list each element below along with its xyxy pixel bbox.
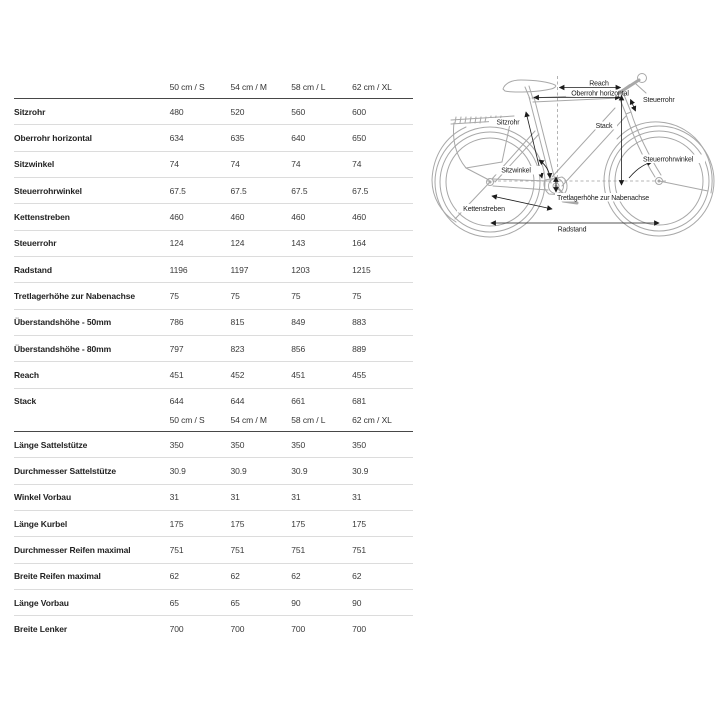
frame-icon — [492, 90, 631, 195]
spec-label: Steuerrohrwinkel — [14, 185, 82, 196]
size-header-row — [14, 75, 413, 99]
table-row — [14, 616, 413, 641]
table-row — [14, 99, 413, 125]
spec-value: 175 — [352, 518, 367, 529]
spec-value: 62 — [352, 571, 362, 582]
spec-value: 75 — [291, 291, 301, 302]
kettenstreben-label: Kettenstreben — [463, 206, 505, 213]
spec-value: 455 — [352, 370, 367, 381]
spec-label: Durchmesser Reifen maximal — [14, 545, 131, 556]
spec-value: 635 — [230, 133, 245, 144]
spec-value: 62 — [169, 571, 179, 582]
spec-value: 75 — [230, 291, 240, 302]
size-column-header: 54 cm / M — [230, 81, 267, 92]
spec-value: 797 — [169, 343, 184, 354]
spec-value: 65 — [169, 597, 179, 608]
spec-value: 31 — [169, 492, 179, 503]
spec-value: 451 — [169, 370, 184, 381]
spec-value: 175 — [291, 518, 306, 529]
spec-label: Reach — [14, 370, 40, 381]
spec-label: Durchmesser Sattelstütze — [14, 466, 116, 477]
spec-value: 75 — [169, 291, 179, 302]
spec-value: 175 — [169, 518, 184, 529]
spec-value: 74 — [352, 159, 362, 170]
spec-value: 644 — [169, 396, 184, 407]
spec-value: 74 — [291, 159, 301, 170]
spec-value: 67.5 — [169, 185, 186, 196]
spec-label: Sitzrohr — [14, 106, 46, 117]
spec-value: 560 — [291, 106, 306, 117]
spec-value: 350 — [169, 439, 184, 450]
reach-label: Reach — [589, 80, 609, 88]
steuerrohr-label: Steuerrohr — [643, 97, 675, 104]
spec-value: 815 — [230, 317, 245, 328]
spec-value: 451 — [291, 370, 306, 381]
sitzrohr-label: Sitzrohr — [496, 119, 520, 127]
dimension-labels — [463, 81, 694, 234]
spec-label: Stack — [14, 396, 37, 407]
spec-value: 124 — [230, 238, 245, 249]
spec-value: 460 — [352, 212, 367, 223]
spec-value: 600 — [352, 106, 367, 117]
spec-value: 856 — [291, 343, 306, 354]
spec-label: Oberrohr horizontal — [14, 133, 92, 144]
spec-label: Kettenstreben — [14, 212, 70, 223]
spec-value: 700 — [230, 624, 245, 635]
bike-geometry-diagram — [425, 55, 720, 255]
tretlagerhoehe-label: Tretlagerhöhe zur Nabenachse — [557, 195, 650, 202]
spec-value: 350 — [230, 439, 245, 450]
spec-label: Länge Vorbau — [14, 597, 69, 608]
spec-label: Winkel Vorbau — [14, 492, 72, 503]
spec-label: Länge Sattelstütze — [14, 439, 88, 450]
spec-value: 889 — [352, 343, 367, 354]
size-column-header: 62 cm / XL — [352, 414, 392, 425]
table-row — [14, 511, 413, 537]
spec-value: 1197 — [230, 264, 249, 275]
spec-value: 849 — [291, 317, 306, 328]
spec-label: Steuerrohr — [14, 238, 57, 249]
steuerrohr-arrow — [631, 100, 636, 112]
table-row — [14, 537, 413, 563]
table-row — [14, 152, 413, 178]
size-column-header: 54 cm / M — [230, 414, 267, 425]
table-row — [14, 458, 413, 484]
spec-label: Überstandshöhe - 80mm — [14, 343, 112, 354]
spec-value: 520 — [230, 106, 245, 117]
spec-value: 350 — [352, 439, 367, 450]
spec-value: 164 — [352, 238, 367, 249]
table-row — [14, 283, 413, 309]
spec-value: 751 — [169, 545, 184, 556]
sitzwinkel-label: Sitzwinkel — [501, 167, 531, 175]
spec-value: 1203 — [291, 264, 310, 275]
spec-value: 31 — [291, 492, 301, 503]
spec-value: 30.9 — [291, 466, 308, 477]
radstand-label: Radstand — [557, 226, 587, 234]
spec-value: 143 — [291, 238, 306, 249]
table-row — [14, 178, 413, 204]
table-row — [14, 564, 413, 590]
spec-value: 460 — [230, 212, 245, 223]
spec-label: Überstandshöhe - 50mm — [14, 317, 112, 328]
size-column-header: 58 cm / L — [291, 81, 326, 92]
size-column-header: 50 cm / S — [169, 81, 205, 92]
spec-value: 661 — [291, 396, 306, 407]
spec-value: 751 — [230, 545, 245, 556]
spec-value: 634 — [169, 133, 184, 144]
table-row — [14, 204, 413, 230]
spec-value: 1196 — [169, 264, 188, 275]
spec-value: 67.5 — [291, 185, 308, 196]
spec-value: 67.5 — [230, 185, 247, 196]
spec-value: 350 — [291, 439, 306, 450]
spec-value: 175 — [230, 518, 245, 529]
spec-value: 681 — [352, 396, 367, 407]
frame-geometry-table — [14, 75, 413, 414]
steuerrohrwinkel-arc — [629, 162, 652, 178]
table-row — [14, 336, 413, 362]
spec-value: 786 — [169, 317, 184, 328]
table-row — [14, 231, 413, 257]
spec-label: Sitzwinkel — [14, 159, 55, 170]
spec-value: 75 — [352, 291, 362, 302]
spec-value: 883 — [352, 317, 367, 328]
table-row — [14, 257, 413, 283]
spec-value: 124 — [169, 238, 184, 249]
spec-value: 700 — [352, 624, 367, 635]
table-row — [14, 310, 413, 336]
spec-value: 90 — [291, 597, 301, 608]
stack-label: Stack — [595, 123, 613, 130]
spec-value: 90 — [352, 597, 362, 608]
spec-value: 62 — [230, 571, 240, 582]
spec-value: 480 — [169, 106, 184, 117]
spec-value: 452 — [230, 370, 245, 381]
spec-label: Breite Lenker — [14, 624, 68, 635]
oberrohr-label: Oberrohr horizontal — [571, 90, 629, 98]
size-header-row — [14, 408, 413, 432]
size-column-header: 58 cm / L — [291, 414, 326, 425]
spec-value: 700 — [169, 624, 184, 635]
table-row — [14, 485, 413, 511]
spec-value: 30.9 — [169, 466, 186, 477]
size-column-header: 50 cm / S — [169, 414, 205, 425]
spec-value: 31 — [352, 492, 362, 503]
table-row — [14, 125, 413, 151]
spec-value: 700 — [291, 624, 306, 635]
spec-value: 1215 — [352, 264, 371, 275]
spec-value: 74 — [230, 159, 240, 170]
spec-value: 460 — [291, 212, 306, 223]
spec-label: Breite Reifen maximal — [14, 571, 101, 582]
size-column-header: 62 cm / XL — [352, 81, 392, 92]
table-row — [14, 362, 413, 388]
spec-value: 67.5 — [352, 185, 369, 196]
table-row — [14, 590, 413, 616]
spec-label: Länge Kurbel — [14, 518, 68, 529]
spec-value: 751 — [352, 545, 367, 556]
components-table — [14, 408, 413, 642]
spec-value: 65 — [230, 597, 240, 608]
spec-value: 460 — [169, 212, 184, 223]
spec-value: 31 — [230, 492, 240, 503]
spec-label: Radstand — [14, 264, 52, 275]
spec-value: 30.9 — [352, 466, 369, 477]
spec-value: 650 — [352, 133, 367, 144]
spec-value: 30.9 — [230, 466, 247, 477]
spec-value: 74 — [169, 159, 179, 170]
table-row — [14, 432, 413, 458]
steuerrohrwinkel-label: Steuerrohrwinkel — [643, 156, 694, 164]
spec-value: 640 — [291, 133, 306, 144]
spec-label: Tretlagerhöhe zur Nabenachse — [14, 291, 135, 302]
spec-value: 751 — [291, 545, 306, 556]
spec-value: 62 — [291, 571, 301, 582]
spec-value: 644 — [230, 396, 245, 407]
spec-value: 823 — [230, 343, 245, 354]
